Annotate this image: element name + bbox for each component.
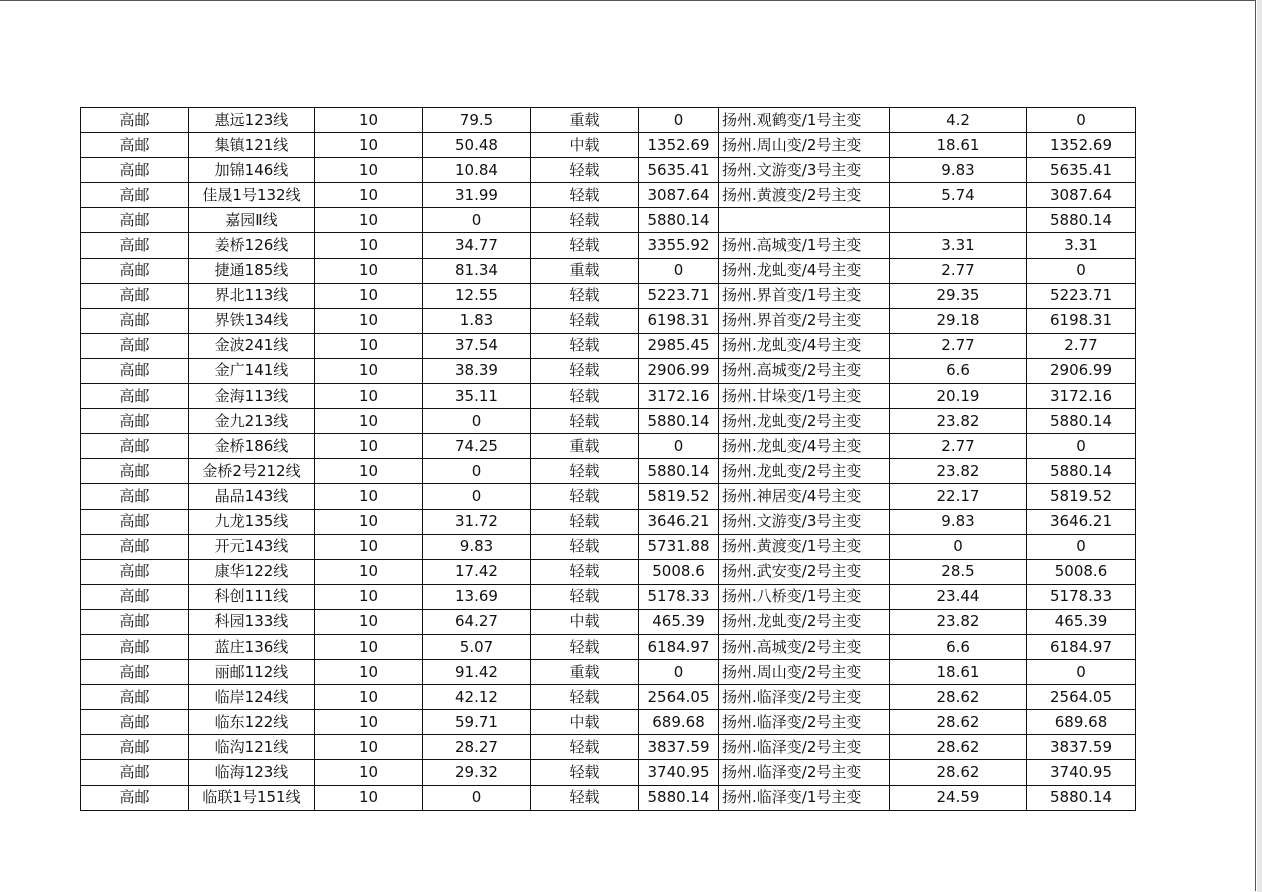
cell-county[interactable]: 高邮 xyxy=(81,233,189,258)
cell-available-capacity[interactable]: 2564.05 xyxy=(639,685,719,710)
cell-line-name[interactable]: 九龙135线 xyxy=(189,509,315,534)
data-table xyxy=(80,107,1136,811)
cell-voltage[interactable]: 10 xyxy=(315,685,423,710)
cell-voltage[interactable]: 10 xyxy=(315,735,423,760)
cell-voltage[interactable]: 10 xyxy=(315,484,423,509)
cell-transformer-load[interactable]: 28.62 xyxy=(890,685,1027,710)
cell-transformer[interactable]: 扬州.周山变/2号主变 xyxy=(719,660,890,685)
cell-capacity-value[interactable]: 0 xyxy=(1027,534,1136,559)
cell-load-rate[interactable]: 0 xyxy=(423,409,531,434)
cell-county[interactable]: 高邮 xyxy=(81,660,189,685)
cell-line-name[interactable]: 佳晟1号132线 xyxy=(189,183,315,208)
cell-available-capacity[interactable]: 3355.92 xyxy=(639,233,719,258)
table-row xyxy=(81,459,1136,484)
cell-transformer[interactable]: 扬州.龙虬变/4号主变 xyxy=(719,333,890,358)
cell-load-status[interactable]: 中载 xyxy=(531,609,639,634)
cell-available-capacity[interactable]: 3837.59 xyxy=(639,735,719,760)
cell-transformer[interactable]: 扬州.龙虬变/4号主变 xyxy=(719,434,890,459)
cell-available-capacity[interactable]: 5880.14 xyxy=(639,409,719,434)
cell-transformer[interactable]: 扬州.临泽变/2号主变 xyxy=(719,760,890,785)
cell-capacity-value[interactable]: 3172.16 xyxy=(1027,384,1136,409)
cell-county[interactable]: 高邮 xyxy=(81,434,189,459)
cell-county[interactable]: 高邮 xyxy=(81,108,189,133)
cell-load-status[interactable]: 轻载 xyxy=(531,785,639,810)
cell-transformer-load[interactable]: 6.6 xyxy=(890,358,1027,383)
cell-county[interactable]: 高邮 xyxy=(81,183,189,208)
cell-voltage[interactable]: 10 xyxy=(315,785,423,810)
cell-load-rate[interactable]: 12.55 xyxy=(423,283,531,308)
cell-load-rate[interactable]: 50.48 xyxy=(423,133,531,158)
table-row xyxy=(81,158,1136,183)
table-row xyxy=(81,283,1136,308)
cell-voltage[interactable]: 10 xyxy=(315,409,423,434)
cell-line-name[interactable]: 临沟121线 xyxy=(189,735,315,760)
cell-county[interactable]: 高邮 xyxy=(81,634,189,659)
cell-load-status[interactable]: 轻载 xyxy=(531,584,639,609)
cell-capacity-value[interactable]: 5880.14 xyxy=(1027,785,1136,810)
cell-transformer[interactable]: 扬州.界首变/1号主变 xyxy=(719,283,890,308)
cell-voltage[interactable]: 10 xyxy=(315,133,423,158)
cell-transformer[interactable]: 扬州.临泽变/2号主变 xyxy=(719,735,890,760)
cell-voltage[interactable]: 10 xyxy=(315,108,423,133)
cell-county[interactable]: 高邮 xyxy=(81,534,189,559)
cell-line-name[interactable]: 集镇121线 xyxy=(189,133,315,158)
cell-load-rate[interactable]: 0 xyxy=(423,459,531,484)
cell-transformer[interactable]: 扬州.界首变/2号主变 xyxy=(719,308,890,333)
cell-voltage[interactable]: 10 xyxy=(315,434,423,459)
cell-transformer-load[interactable]: 29.35 xyxy=(890,283,1027,308)
cell-capacity-value[interactable]: 689.68 xyxy=(1027,710,1136,735)
cell-capacity-value[interactable]: 3646.21 xyxy=(1027,509,1136,534)
cell-load-rate[interactable]: 0 xyxy=(423,484,531,509)
cell-transformer[interactable]: 扬州.龙虬变/2号主变 xyxy=(719,609,890,634)
cell-load-status[interactable]: 轻载 xyxy=(531,459,639,484)
cell-county[interactable]: 高邮 xyxy=(81,358,189,383)
cell-transformer-load[interactable]: 23.82 xyxy=(890,459,1027,484)
cell-county[interactable]: 高邮 xyxy=(81,308,189,333)
cell-voltage[interactable]: 10 xyxy=(315,634,423,659)
cell-load-rate[interactable]: 31.99 xyxy=(423,183,531,208)
cell-capacity-value[interactable]: 465.39 xyxy=(1027,609,1136,634)
cell-line-name[interactable]: 临海123线 xyxy=(189,760,315,785)
cell-transformer-load[interactable]: 6.6 xyxy=(890,634,1027,659)
cell-line-name[interactable]: 蓝庄136线 xyxy=(189,634,315,659)
cell-capacity-value[interactable]: 3087.64 xyxy=(1027,183,1136,208)
cell-voltage[interactable]: 10 xyxy=(315,233,423,258)
cell-available-capacity[interactable]: 689.68 xyxy=(639,710,719,735)
cell-transformer-load[interactable]: 2.77 xyxy=(890,434,1027,459)
cell-transformer-load[interactable]: 23.82 xyxy=(890,409,1027,434)
cell-transformer[interactable]: 扬州.观鹤变/1号主变 xyxy=(719,108,890,133)
cell-line-name[interactable]: 金广141线 xyxy=(189,358,315,383)
cell-transformer[interactable]: 扬州.龙虬变/2号主变 xyxy=(719,409,890,434)
cell-available-capacity[interactable]: 6184.97 xyxy=(639,634,719,659)
cell-line-name[interactable]: 临岸124线 xyxy=(189,685,315,710)
table-row xyxy=(81,710,1136,735)
table-row xyxy=(81,333,1136,358)
cell-transformer-load[interactable]: 0 xyxy=(890,534,1027,559)
cell-load-status[interactable]: 轻载 xyxy=(531,760,639,785)
cell-line-name[interactable]: 晶品143线 xyxy=(189,484,315,509)
cell-available-capacity[interactable]: 0 xyxy=(639,434,719,459)
cell-voltage[interactable]: 10 xyxy=(315,158,423,183)
cell-line-name[interactable]: 金桥186线 xyxy=(189,434,315,459)
cell-capacity-value[interactable]: 0 xyxy=(1027,258,1136,283)
cell-capacity-value[interactable]: 6184.97 xyxy=(1027,634,1136,659)
cell-county[interactable]: 高邮 xyxy=(81,133,189,158)
cell-county[interactable]: 高邮 xyxy=(81,760,189,785)
cell-transformer[interactable]: 扬州.神居变/4号主变 xyxy=(719,484,890,509)
cell-line-name[interactable]: 嘉园Ⅱ线 xyxy=(189,208,315,233)
cell-capacity-value[interactable]: 2906.99 xyxy=(1027,358,1136,383)
cell-transformer-load[interactable]: 23.44 xyxy=(890,584,1027,609)
cell-county[interactable]: 高邮 xyxy=(81,333,189,358)
cell-capacity-value[interactable]: 5880.14 xyxy=(1027,459,1136,484)
cell-load-rate[interactable]: 37.54 xyxy=(423,333,531,358)
cell-county[interactable]: 高邮 xyxy=(81,584,189,609)
cell-available-capacity[interactable]: 5178.33 xyxy=(639,584,719,609)
cell-load-status[interactable]: 轻载 xyxy=(531,685,639,710)
cell-transformer-load[interactable]: 28.62 xyxy=(890,760,1027,785)
table-row xyxy=(81,133,1136,158)
cell-line-name[interactable]: 金桥2号212线 xyxy=(189,459,315,484)
cell-capacity-value[interactable]: 0 xyxy=(1027,108,1136,133)
cell-capacity-value[interactable]: 3.31 xyxy=(1027,233,1136,258)
cell-transformer[interactable]: 扬州.龙虬变/2号主变 xyxy=(719,459,890,484)
cell-load-status[interactable]: 中载 xyxy=(531,710,639,735)
cell-load-status[interactable]: 轻载 xyxy=(531,358,639,383)
cell-line-name[interactable]: 界北113线 xyxy=(189,283,315,308)
cell-load-status[interactable]: 轻载 xyxy=(531,233,639,258)
table-row xyxy=(81,208,1136,233)
cell-county[interactable]: 高邮 xyxy=(81,559,189,584)
cell-county[interactable]: 高邮 xyxy=(81,785,189,810)
cell-voltage[interactable]: 10 xyxy=(315,609,423,634)
cell-voltage[interactable]: 10 xyxy=(315,660,423,685)
cell-available-capacity[interactable]: 5880.14 xyxy=(639,208,719,233)
cell-county[interactable]: 高邮 xyxy=(81,283,189,308)
cell-transformer[interactable]: 扬州.黄渡变/2号主变 xyxy=(719,183,890,208)
table-row xyxy=(81,634,1136,659)
cell-transformer-load[interactable]: 18.61 xyxy=(890,660,1027,685)
table-row xyxy=(81,609,1136,634)
table-row xyxy=(81,183,1136,208)
cell-load-rate[interactable]: 79.5 xyxy=(423,108,531,133)
cell-load-status[interactable]: 重载 xyxy=(531,434,639,459)
cell-available-capacity[interactable]: 5635.41 xyxy=(639,158,719,183)
cell-available-capacity[interactable]: 0 xyxy=(639,258,719,283)
cell-transformer-load[interactable]: 28.62 xyxy=(890,735,1027,760)
cell-load-rate[interactable]: 17.42 xyxy=(423,559,531,584)
cell-county[interactable]: 高邮 xyxy=(81,258,189,283)
table-row xyxy=(81,358,1136,383)
cell-line-name[interactable]: 惠远123线 xyxy=(189,108,315,133)
table-row xyxy=(81,785,1136,810)
cell-voltage[interactable]: 10 xyxy=(315,308,423,333)
cell-available-capacity[interactable]: 3740.95 xyxy=(639,760,719,785)
table-row xyxy=(81,735,1136,760)
cell-capacity-value[interactable]: 1352.69 xyxy=(1027,133,1136,158)
cell-capacity-value[interactable]: 5223.71 xyxy=(1027,283,1136,308)
cell-available-capacity[interactable]: 1352.69 xyxy=(639,133,719,158)
cell-transformer-load[interactable]: 18.61 xyxy=(890,133,1027,158)
cell-load-status[interactable]: 轻载 xyxy=(531,333,639,358)
cell-capacity-value[interactable]: 2564.05 xyxy=(1027,685,1136,710)
cell-transformer-load[interactable]: 28.62 xyxy=(890,710,1027,735)
cell-transformer-load[interactable]: 4.2 xyxy=(890,108,1027,133)
cell-county[interactable]: 高邮 xyxy=(81,459,189,484)
cell-load-status[interactable]: 重载 xyxy=(531,108,639,133)
cell-available-capacity[interactable]: 6198.31 xyxy=(639,308,719,333)
cell-load-rate[interactable]: 81.34 xyxy=(423,258,531,283)
cell-capacity-value[interactable]: 0 xyxy=(1027,660,1136,685)
cell-available-capacity[interactable]: 0 xyxy=(639,660,719,685)
cell-transformer-load[interactable] xyxy=(890,208,1027,233)
cell-load-rate[interactable]: 29.32 xyxy=(423,760,531,785)
cell-county[interactable]: 高邮 xyxy=(81,609,189,634)
table-row xyxy=(81,660,1136,685)
table-row xyxy=(81,760,1136,785)
cell-county[interactable]: 高邮 xyxy=(81,158,189,183)
cell-load-status[interactable]: 轻载 xyxy=(531,534,639,559)
cell-available-capacity[interactable]: 3646.21 xyxy=(639,509,719,534)
page-edge xyxy=(1257,0,1262,892)
table-row xyxy=(81,584,1136,609)
cell-transformer[interactable]: 扬州.文游变/3号主变 xyxy=(719,509,890,534)
cell-transformer[interactable]: 扬州.甘垛变/1号主变 xyxy=(719,384,890,409)
cell-county[interactable]: 高邮 xyxy=(81,685,189,710)
cell-load-rate[interactable]: 64.27 xyxy=(423,609,531,634)
cell-county[interactable]: 高邮 xyxy=(81,735,189,760)
cell-load-rate[interactable]: 91.42 xyxy=(423,660,531,685)
cell-transformer[interactable]: 扬州.临泽变/2号主变 xyxy=(719,685,890,710)
table-row xyxy=(81,484,1136,509)
cell-voltage[interactable]: 10 xyxy=(315,358,423,383)
cell-load-rate[interactable]: 38.39 xyxy=(423,358,531,383)
cell-load-status[interactable]: 轻载 xyxy=(531,308,639,333)
cell-line-name[interactable]: 临联1号151线 xyxy=(189,785,315,810)
cell-voltage[interactable]: 10 xyxy=(315,559,423,584)
cell-available-capacity[interactable]: 0 xyxy=(639,108,719,133)
cell-voltage[interactable]: 10 xyxy=(315,208,423,233)
cell-transformer-load[interactable]: 20.19 xyxy=(890,384,1027,409)
cell-voltage[interactable]: 10 xyxy=(315,710,423,735)
cell-load-rate[interactable]: 34.77 xyxy=(423,233,531,258)
cell-available-capacity[interactable]: 5819.52 xyxy=(639,484,719,509)
cell-load-status[interactable]: 轻载 xyxy=(531,283,639,308)
cell-voltage[interactable]: 10 xyxy=(315,459,423,484)
table-row xyxy=(81,434,1136,459)
cell-line-name[interactable]: 金波241线 xyxy=(189,333,315,358)
cell-available-capacity[interactable]: 5880.14 xyxy=(639,459,719,484)
cell-voltage[interactable]: 10 xyxy=(315,509,423,534)
cell-load-rate[interactable]: 74.25 xyxy=(423,434,531,459)
table-row xyxy=(81,685,1136,710)
cell-transformer-load[interactable]: 9.83 xyxy=(890,158,1027,183)
cell-transformer-load[interactable]: 29.18 xyxy=(890,308,1027,333)
cell-available-capacity[interactable]: 3172.16 xyxy=(639,384,719,409)
cell-load-rate[interactable]: 1.83 xyxy=(423,308,531,333)
cell-load-status[interactable]: 中载 xyxy=(531,133,639,158)
table-row xyxy=(81,233,1136,258)
cell-capacity-value[interactable]: 3740.95 xyxy=(1027,760,1136,785)
cell-load-status[interactable]: 轻载 xyxy=(531,509,639,534)
cell-line-name[interactable]: 界铁134线 xyxy=(189,308,315,333)
cell-load-rate[interactable]: 35.11 xyxy=(423,384,531,409)
cell-transformer-load[interactable]: 9.83 xyxy=(890,509,1027,534)
cell-capacity-value[interactable]: 5880.14 xyxy=(1027,208,1136,233)
cell-transformer[interactable]: 扬州.临泽变/1号主变 xyxy=(719,785,890,810)
cell-county[interactable]: 高邮 xyxy=(81,509,189,534)
cell-load-status[interactable]: 轻载 xyxy=(531,158,639,183)
cell-voltage[interactable]: 10 xyxy=(315,333,423,358)
cell-voltage[interactable]: 10 xyxy=(315,283,423,308)
table-row xyxy=(81,534,1136,559)
cell-line-name[interactable]: 康华122线 xyxy=(189,559,315,584)
cell-transformer[interactable]: 扬州.文游变/3号主变 xyxy=(719,158,890,183)
cell-line-name[interactable]: 姜桥126线 xyxy=(189,233,315,258)
cell-load-rate[interactable]: 42.12 xyxy=(423,685,531,710)
table-body xyxy=(81,108,1136,811)
cell-load-rate[interactable]: 31.72 xyxy=(423,509,531,534)
cell-line-name[interactable]: 科园133线 xyxy=(189,609,315,634)
cell-load-rate[interactable]: 10.84 xyxy=(423,158,531,183)
cell-load-status[interactable]: 轻载 xyxy=(531,208,639,233)
cell-line-name[interactable]: 金九213线 xyxy=(189,409,315,434)
cell-voltage[interactable]: 10 xyxy=(315,584,423,609)
table-row xyxy=(81,409,1136,434)
cell-county[interactable]: 高邮 xyxy=(81,208,189,233)
cell-transformer[interactable]: 扬州.高城变/1号主变 xyxy=(719,233,890,258)
cell-load-rate[interactable]: 0 xyxy=(423,785,531,810)
cell-load-rate[interactable]: 13.69 xyxy=(423,584,531,609)
cell-capacity-value[interactable]: 6198.31 xyxy=(1027,308,1136,333)
cell-load-status[interactable]: 轻载 xyxy=(531,409,639,434)
cell-available-capacity[interactable]: 3087.64 xyxy=(639,183,719,208)
cell-line-name[interactable]: 开元143线 xyxy=(189,534,315,559)
cell-transformer-load[interactable]: 5.74 xyxy=(890,183,1027,208)
cell-load-rate[interactable]: 59.71 xyxy=(423,710,531,735)
cell-line-name[interactable]: 加锦146线 xyxy=(189,158,315,183)
cell-transformer-load[interactable]: 2.77 xyxy=(890,258,1027,283)
cell-transformer[interactable]: 扬州.黄渡变/1号主变 xyxy=(719,534,890,559)
cell-county[interactable]: 高邮 xyxy=(81,384,189,409)
cell-line-name[interactable]: 临东122线 xyxy=(189,710,315,735)
cell-capacity-value[interactable]: 5008.6 xyxy=(1027,559,1136,584)
table-row xyxy=(81,308,1136,333)
cell-available-capacity[interactable]: 5008.6 xyxy=(639,559,719,584)
cell-voltage[interactable]: 10 xyxy=(315,183,423,208)
cell-transformer[interactable]: 扬州.高城变/2号主变 xyxy=(719,358,890,383)
cell-load-rate[interactable]: 5.07 xyxy=(423,634,531,659)
cell-voltage[interactable]: 10 xyxy=(315,534,423,559)
cell-transformer[interactable]: 扬州.临泽变/2号主变 xyxy=(719,710,890,735)
cell-available-capacity[interactable]: 5880.14 xyxy=(639,785,719,810)
cell-transformer[interactable]: 扬州.八桥变/1号主变 xyxy=(719,584,890,609)
cell-load-status[interactable]: 轻载 xyxy=(531,735,639,760)
cell-transformer-load[interactable]: 22.17 xyxy=(890,484,1027,509)
cell-transformer-load[interactable]: 28.5 xyxy=(890,559,1027,584)
cell-transformer[interactable]: 扬州.武安变/2号主变 xyxy=(719,559,890,584)
cell-capacity-value[interactable]: 0 xyxy=(1027,434,1136,459)
cell-load-status[interactable]: 轻载 xyxy=(531,634,639,659)
cell-voltage[interactable]: 10 xyxy=(315,760,423,785)
cell-capacity-value[interactable]: 5635.41 xyxy=(1027,158,1136,183)
cell-county[interactable]: 高邮 xyxy=(81,710,189,735)
cell-line-name[interactable]: 科创111线 xyxy=(189,584,315,609)
cell-load-rate[interactable]: 28.27 xyxy=(423,735,531,760)
cell-voltage[interactable]: 10 xyxy=(315,384,423,409)
cell-transformer[interactable] xyxy=(719,208,890,233)
cell-available-capacity[interactable]: 5223.71 xyxy=(639,283,719,308)
cell-available-capacity[interactable]: 465.39 xyxy=(639,609,719,634)
table-row xyxy=(81,559,1136,584)
cell-transformer-load[interactable]: 2.77 xyxy=(890,333,1027,358)
cell-load-status[interactable]: 轻载 xyxy=(531,183,639,208)
cell-capacity-value[interactable]: 2.77 xyxy=(1027,333,1136,358)
cell-county[interactable]: 高邮 xyxy=(81,484,189,509)
cell-load-rate[interactable]: 0 xyxy=(423,208,531,233)
cell-voltage[interactable]: 10 xyxy=(315,258,423,283)
cell-line-name[interactable]: 金海113线 xyxy=(189,384,315,409)
cell-capacity-value[interactable]: 5178.33 xyxy=(1027,584,1136,609)
cell-load-status[interactable]: 重载 xyxy=(531,258,639,283)
cell-line-name[interactable]: 捷通185线 xyxy=(189,258,315,283)
cell-transformer[interactable]: 扬州.高城变/2号主变 xyxy=(719,634,890,659)
table-row xyxy=(81,108,1136,133)
cell-available-capacity[interactable]: 2906.99 xyxy=(639,358,719,383)
cell-load-status[interactable]: 轻载 xyxy=(531,559,639,584)
cell-available-capacity[interactable]: 5731.88 xyxy=(639,534,719,559)
cell-capacity-value[interactable]: 3837.59 xyxy=(1027,735,1136,760)
cell-load-status[interactable]: 轻载 xyxy=(531,384,639,409)
table-row xyxy=(81,258,1136,283)
cell-available-capacity[interactable]: 2985.45 xyxy=(639,333,719,358)
cell-load-status[interactable]: 轻载 xyxy=(531,484,639,509)
cell-transformer[interactable]: 扬州.周山变/2号主变 xyxy=(719,133,890,158)
table-row xyxy=(81,509,1136,534)
cell-line-name[interactable]: 丽邮112线 xyxy=(189,660,315,685)
cell-load-status[interactable]: 重载 xyxy=(531,660,639,685)
cell-transformer-load[interactable]: 23.82 xyxy=(890,609,1027,634)
cell-transformer-load[interactable]: 3.31 xyxy=(890,233,1027,258)
cell-transformer[interactable]: 扬州.龙虬变/4号主变 xyxy=(719,258,890,283)
cell-load-rate[interactable]: 9.83 xyxy=(423,534,531,559)
cell-county[interactable]: 高邮 xyxy=(81,409,189,434)
cell-capacity-value[interactable]: 5880.14 xyxy=(1027,409,1136,434)
table-row xyxy=(81,384,1136,409)
cell-capacity-value[interactable]: 5819.52 xyxy=(1027,484,1136,509)
cell-transformer-load[interactable]: 24.59 xyxy=(890,785,1027,810)
